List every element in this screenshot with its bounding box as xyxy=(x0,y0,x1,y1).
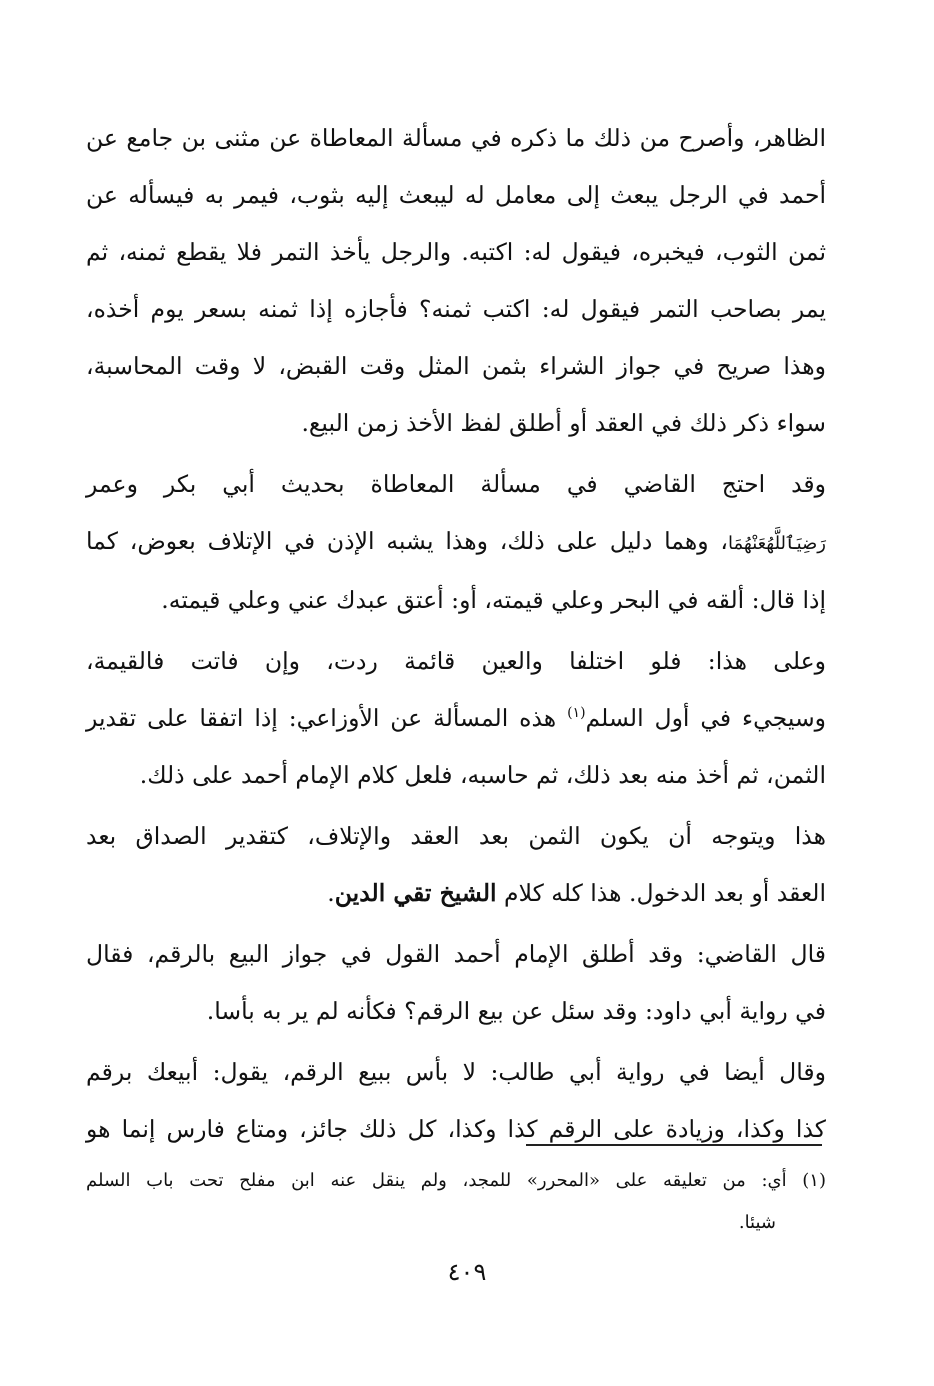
paragraph-5 xyxy=(86,926,826,1040)
text-line: كذا وكذا، وزيادة على الرقم كذا وكذا، كل ذلك جائز، ومتاع فارس إنما هو xyxy=(86,1115,826,1143)
footnote-1 xyxy=(86,1160,826,1244)
footnote-line: شيئا. xyxy=(738,1212,776,1233)
text-line: إذا قال: ألقه في البحر وعلي قيمته، أو: أعتق عبدك عني وعلي قيمته. xyxy=(161,586,826,614)
text-line: أحمد في الرجل يبعث إلى معامل له ليبعث إليه بثوب، فيمر به فيسأله عن xyxy=(86,181,826,209)
footnote-reference[interactable]: (١) xyxy=(567,705,586,722)
text-fragment: وسيجيء في أول السلم xyxy=(585,704,826,732)
paragraph-2 xyxy=(86,456,826,629)
paragraph-3 xyxy=(86,633,826,804)
main-text xyxy=(86,110,826,1158)
text-line: وقد احتج القاضي في مسألة المعاطاة بحديث أبي بكر وعمر xyxy=(86,470,826,498)
text-line: الظاهر، وأصرح من ذلك ما ذكره في مسألة المعاطاة عن مثنى بن جامع عن xyxy=(86,124,826,152)
text-line: قال القاضي: وقد أطلق الإمام أحمد القول في جواز البيع بالرقم، فقال xyxy=(86,940,826,968)
honorific-glyph: رَضِيَٱللَّهُعَنْهُمَا xyxy=(728,533,826,554)
text-line: الثمن، ثم أخذ منه بعد ذلك، ثم حاسبه، فلعل كلام الإمام أحمد على ذلك. xyxy=(139,761,826,789)
paragraph-4 xyxy=(86,808,826,922)
text-fragment: هذه المسألة عن الأوزاعي: إذا اتفقا على تقدير xyxy=(86,704,557,732)
paragraph-6 xyxy=(86,1044,826,1158)
page-number: ٤٠٩ xyxy=(447,1258,487,1286)
footnotes xyxy=(86,1160,826,1244)
text-line: سواء ذكر ذلك في العقد أو أطلق لفظ الأخذ زمن البيع. xyxy=(301,409,826,437)
scholar-name: الشيخ تقي الدين xyxy=(334,879,497,907)
text-line xyxy=(86,690,826,747)
text-line: هذا ويتوجه أن يكون الثمن بعد العقد والإتلاف، كتقدير الصداق بعد xyxy=(86,822,826,850)
text-line: رَضِيَٱللَّهُعَنْهُمَا، وهما دليل على ذلك، وهذا يشبه الإذن في الإتلاف بعوض، كما xyxy=(86,527,826,555)
text-line: ثمن الثوب، فيخبره، فيقول له: اكتبه. والرجل يأخذ التمر فلا يقطع ثمنه، ثم xyxy=(86,238,826,266)
paragraph-1 xyxy=(86,110,826,452)
text-line: يمر بصاحب التمر فيقول له: اكتب ثمنه؟ فأجازه إذا ثمنه بسعر يوم أخذه، xyxy=(86,295,826,323)
text-line: وقال أيضا في رواية أبي طالب: لا بأس ببيع الرقم، يقول: أبيعك برقم xyxy=(86,1058,826,1086)
text-line: وهذا صريح في جواز الشراء بثمن المثل وقت القبض، لا وقت المحاسبة، xyxy=(86,352,826,380)
text-fragment: أي: من تعليقه على «المحرر» للمجد، ولم ينقل عنه ابن مفلح تحت باب السلم xyxy=(86,1170,787,1191)
text-line: وعلى هذا: فلو اختلفا والعين قائمة ردت، وإن فاتت فالقيمة، xyxy=(86,647,826,675)
text-fragment: وهما دليل على ذلك، وهذا يشبه الإذن في الإتلاف بعوض، كما xyxy=(86,527,709,555)
footnote-marker: (١) xyxy=(802,1170,826,1191)
footnote-separator xyxy=(526,1144,822,1146)
text-line xyxy=(86,865,826,922)
text-fragment: العقد أو بعد الدخول. هذا كله كلام xyxy=(504,879,826,907)
footnote-line xyxy=(86,1160,826,1202)
text-fragment: . xyxy=(327,879,335,907)
text-line: في رواية أبي داود: وقد سئل عن بيع الرقم؟ فكأنه لم ير به بأسا. xyxy=(206,997,826,1025)
